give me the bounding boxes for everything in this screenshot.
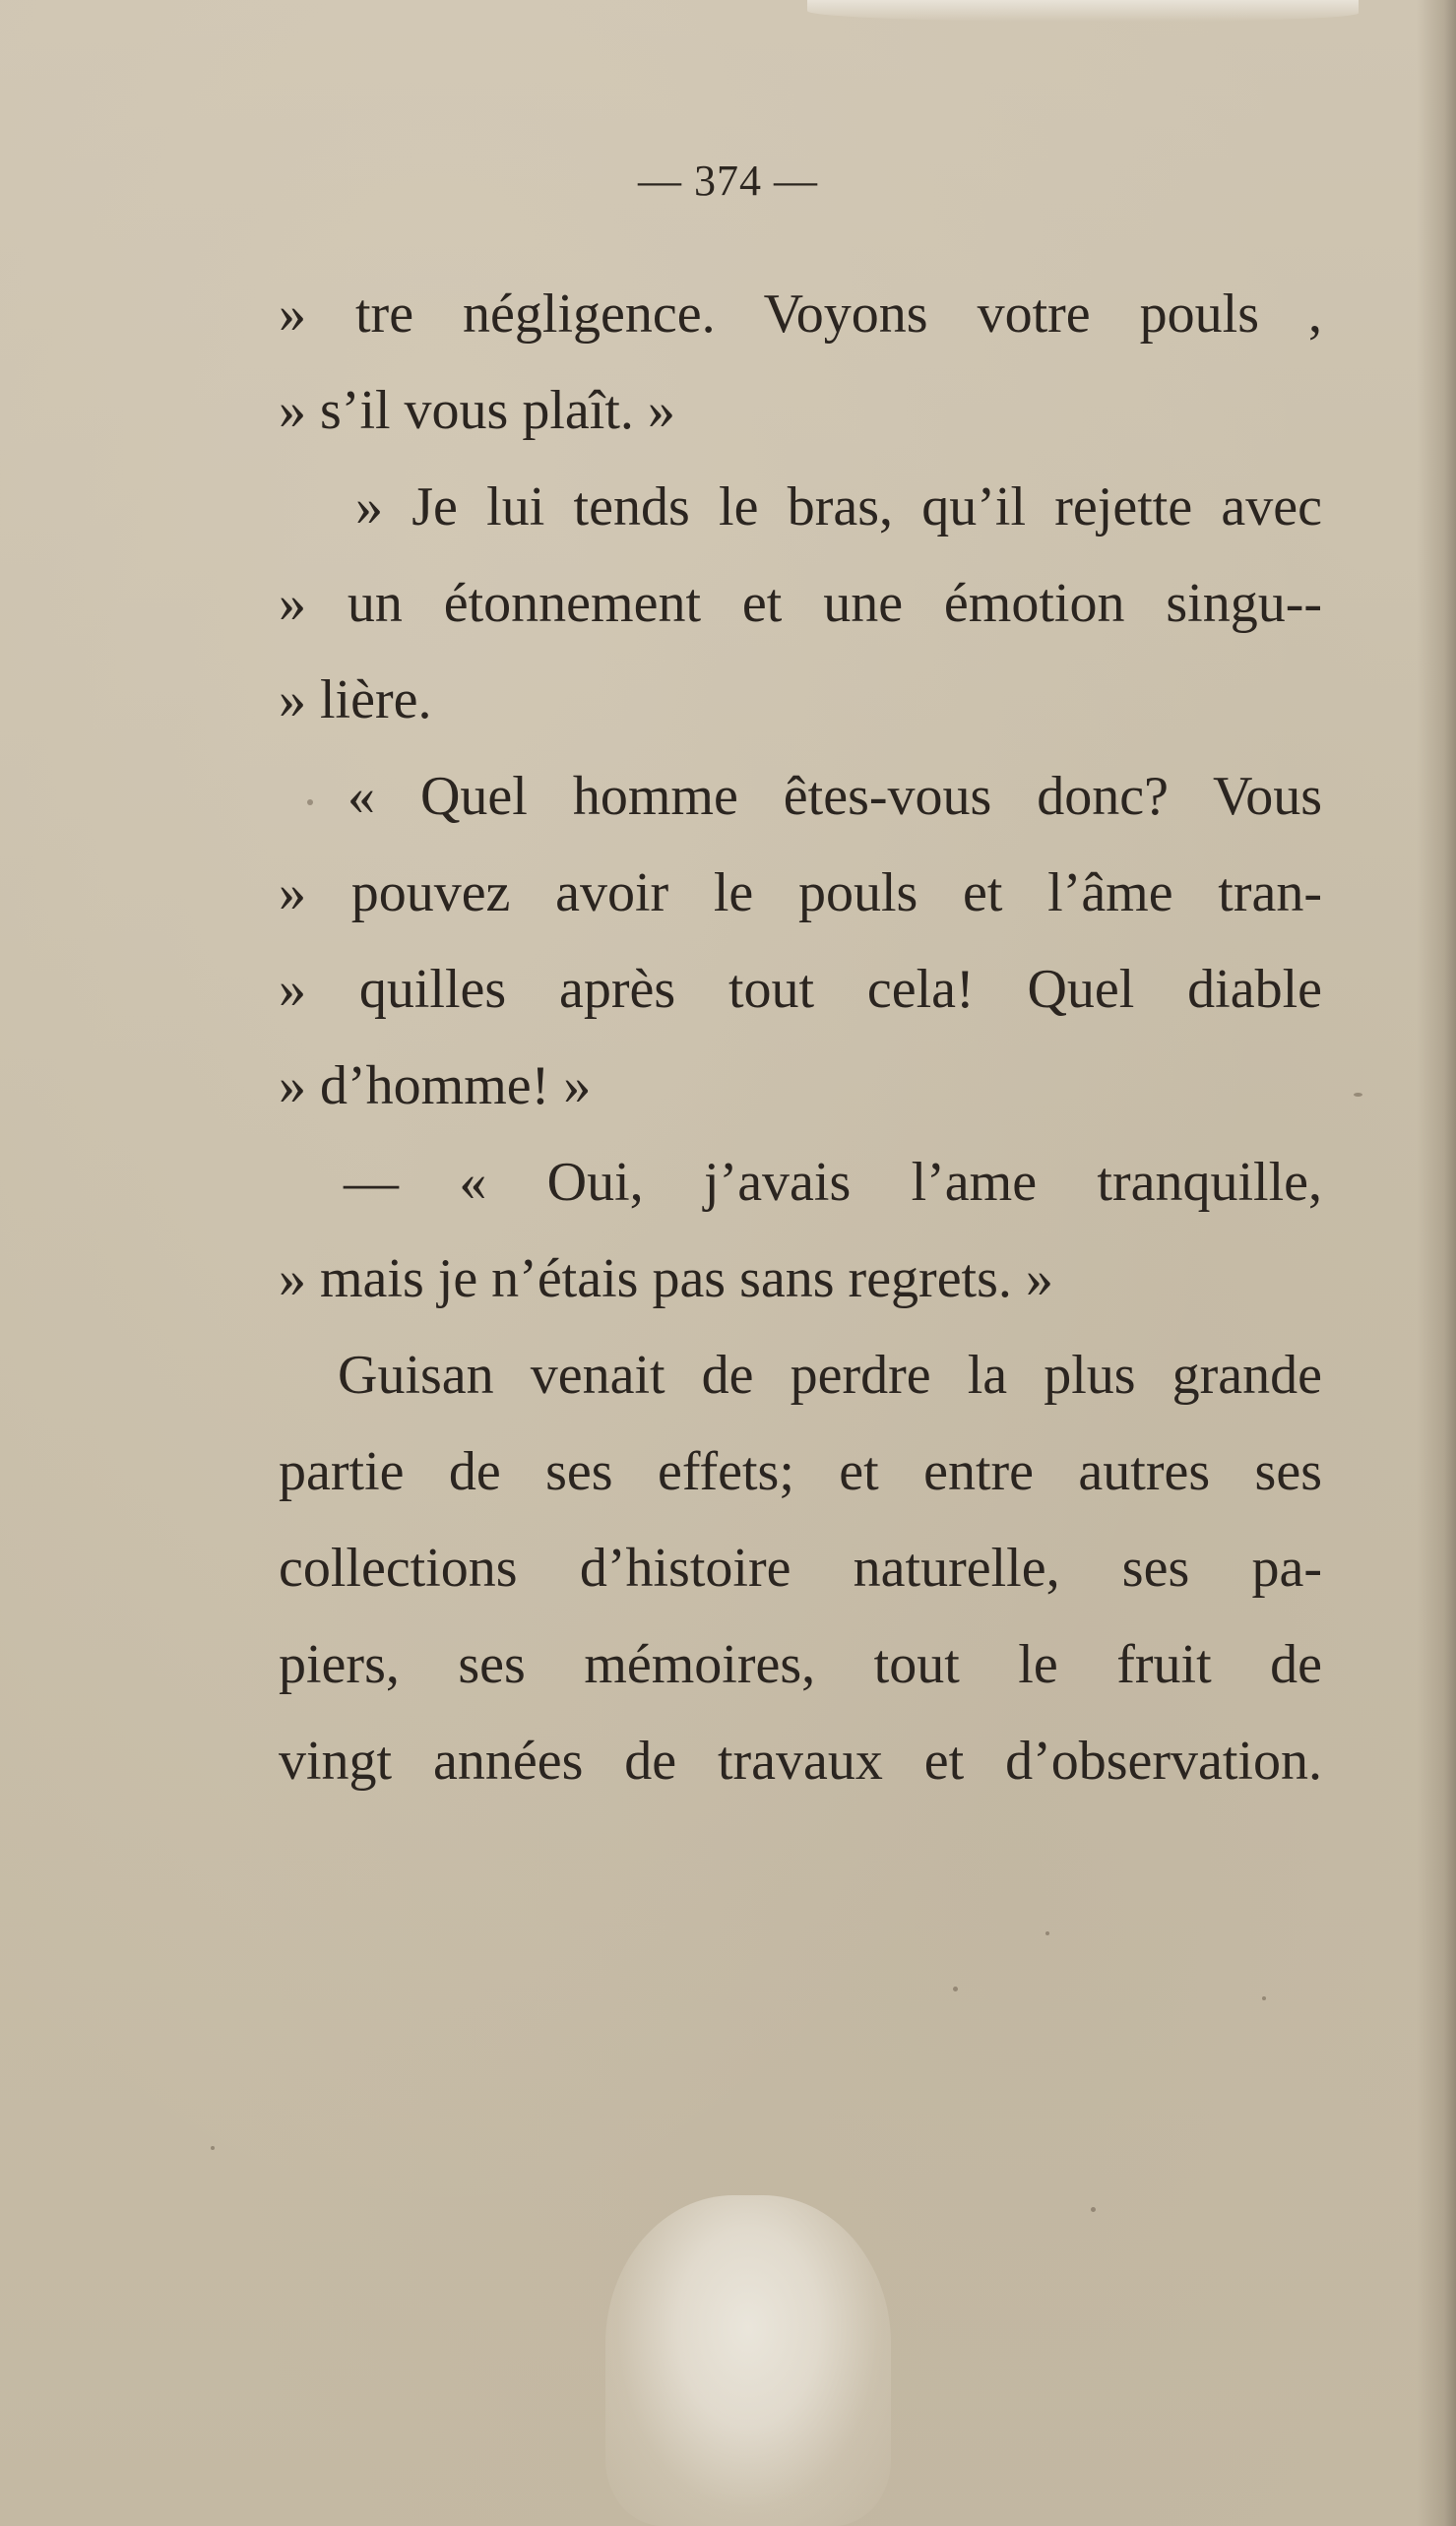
text-line: « Quel homme êtes-vous donc? Vous [348,766,1322,827]
text-line: Guisan venait de perdre la plus grande [338,1345,1322,1406]
body-text [279,266,1322,1809]
paper-speck [1354,1093,1362,1097]
text-line: piers, ses mémoires, tout le fruit de [279,1634,1322,1695]
torn-top-edge [807,0,1359,22]
text-line: » mais je n’étais pas sans regrets. » [279,1248,1053,1309]
paper-speck [1091,2207,1096,2212]
paper-speck [1262,1996,1266,2000]
text-line: » lière. [279,669,432,730]
paper-speck [953,1987,958,1991]
page-right-edge-shadow [1417,0,1456,2526]
paper-stain [605,2195,891,2526]
text-line: » pouvez avoir le pouls et l’âme tran- [279,862,1322,923]
text-line: » s’il vous plaît. » [279,380,675,441]
text-line: vingt années de travaux et d’observation. [279,1731,1322,1792]
paper-speck [1045,1931,1049,1935]
text-line: » quilles après tout cela! Quel diable [279,959,1322,1020]
text-line: » Je lui tends le bras, qu’il rejette avec [355,476,1322,537]
text-line: — « Oui, j’avais l’ame tranquille, [344,1152,1322,1213]
text-line: » un étonnement et une émotion singu-- [279,573,1322,634]
page-number: — 374 — [638,157,818,205]
text-line: collections d’histoire naturelle, ses pa- [279,1538,1322,1599]
text-line: partie de ses effets; et entre autres ses [279,1441,1322,1502]
text-line: » tre négligence. Voyons votre pouls , [279,284,1322,345]
paper-speck [211,2146,215,2150]
text-line: » d’homme! » [279,1055,592,1116]
